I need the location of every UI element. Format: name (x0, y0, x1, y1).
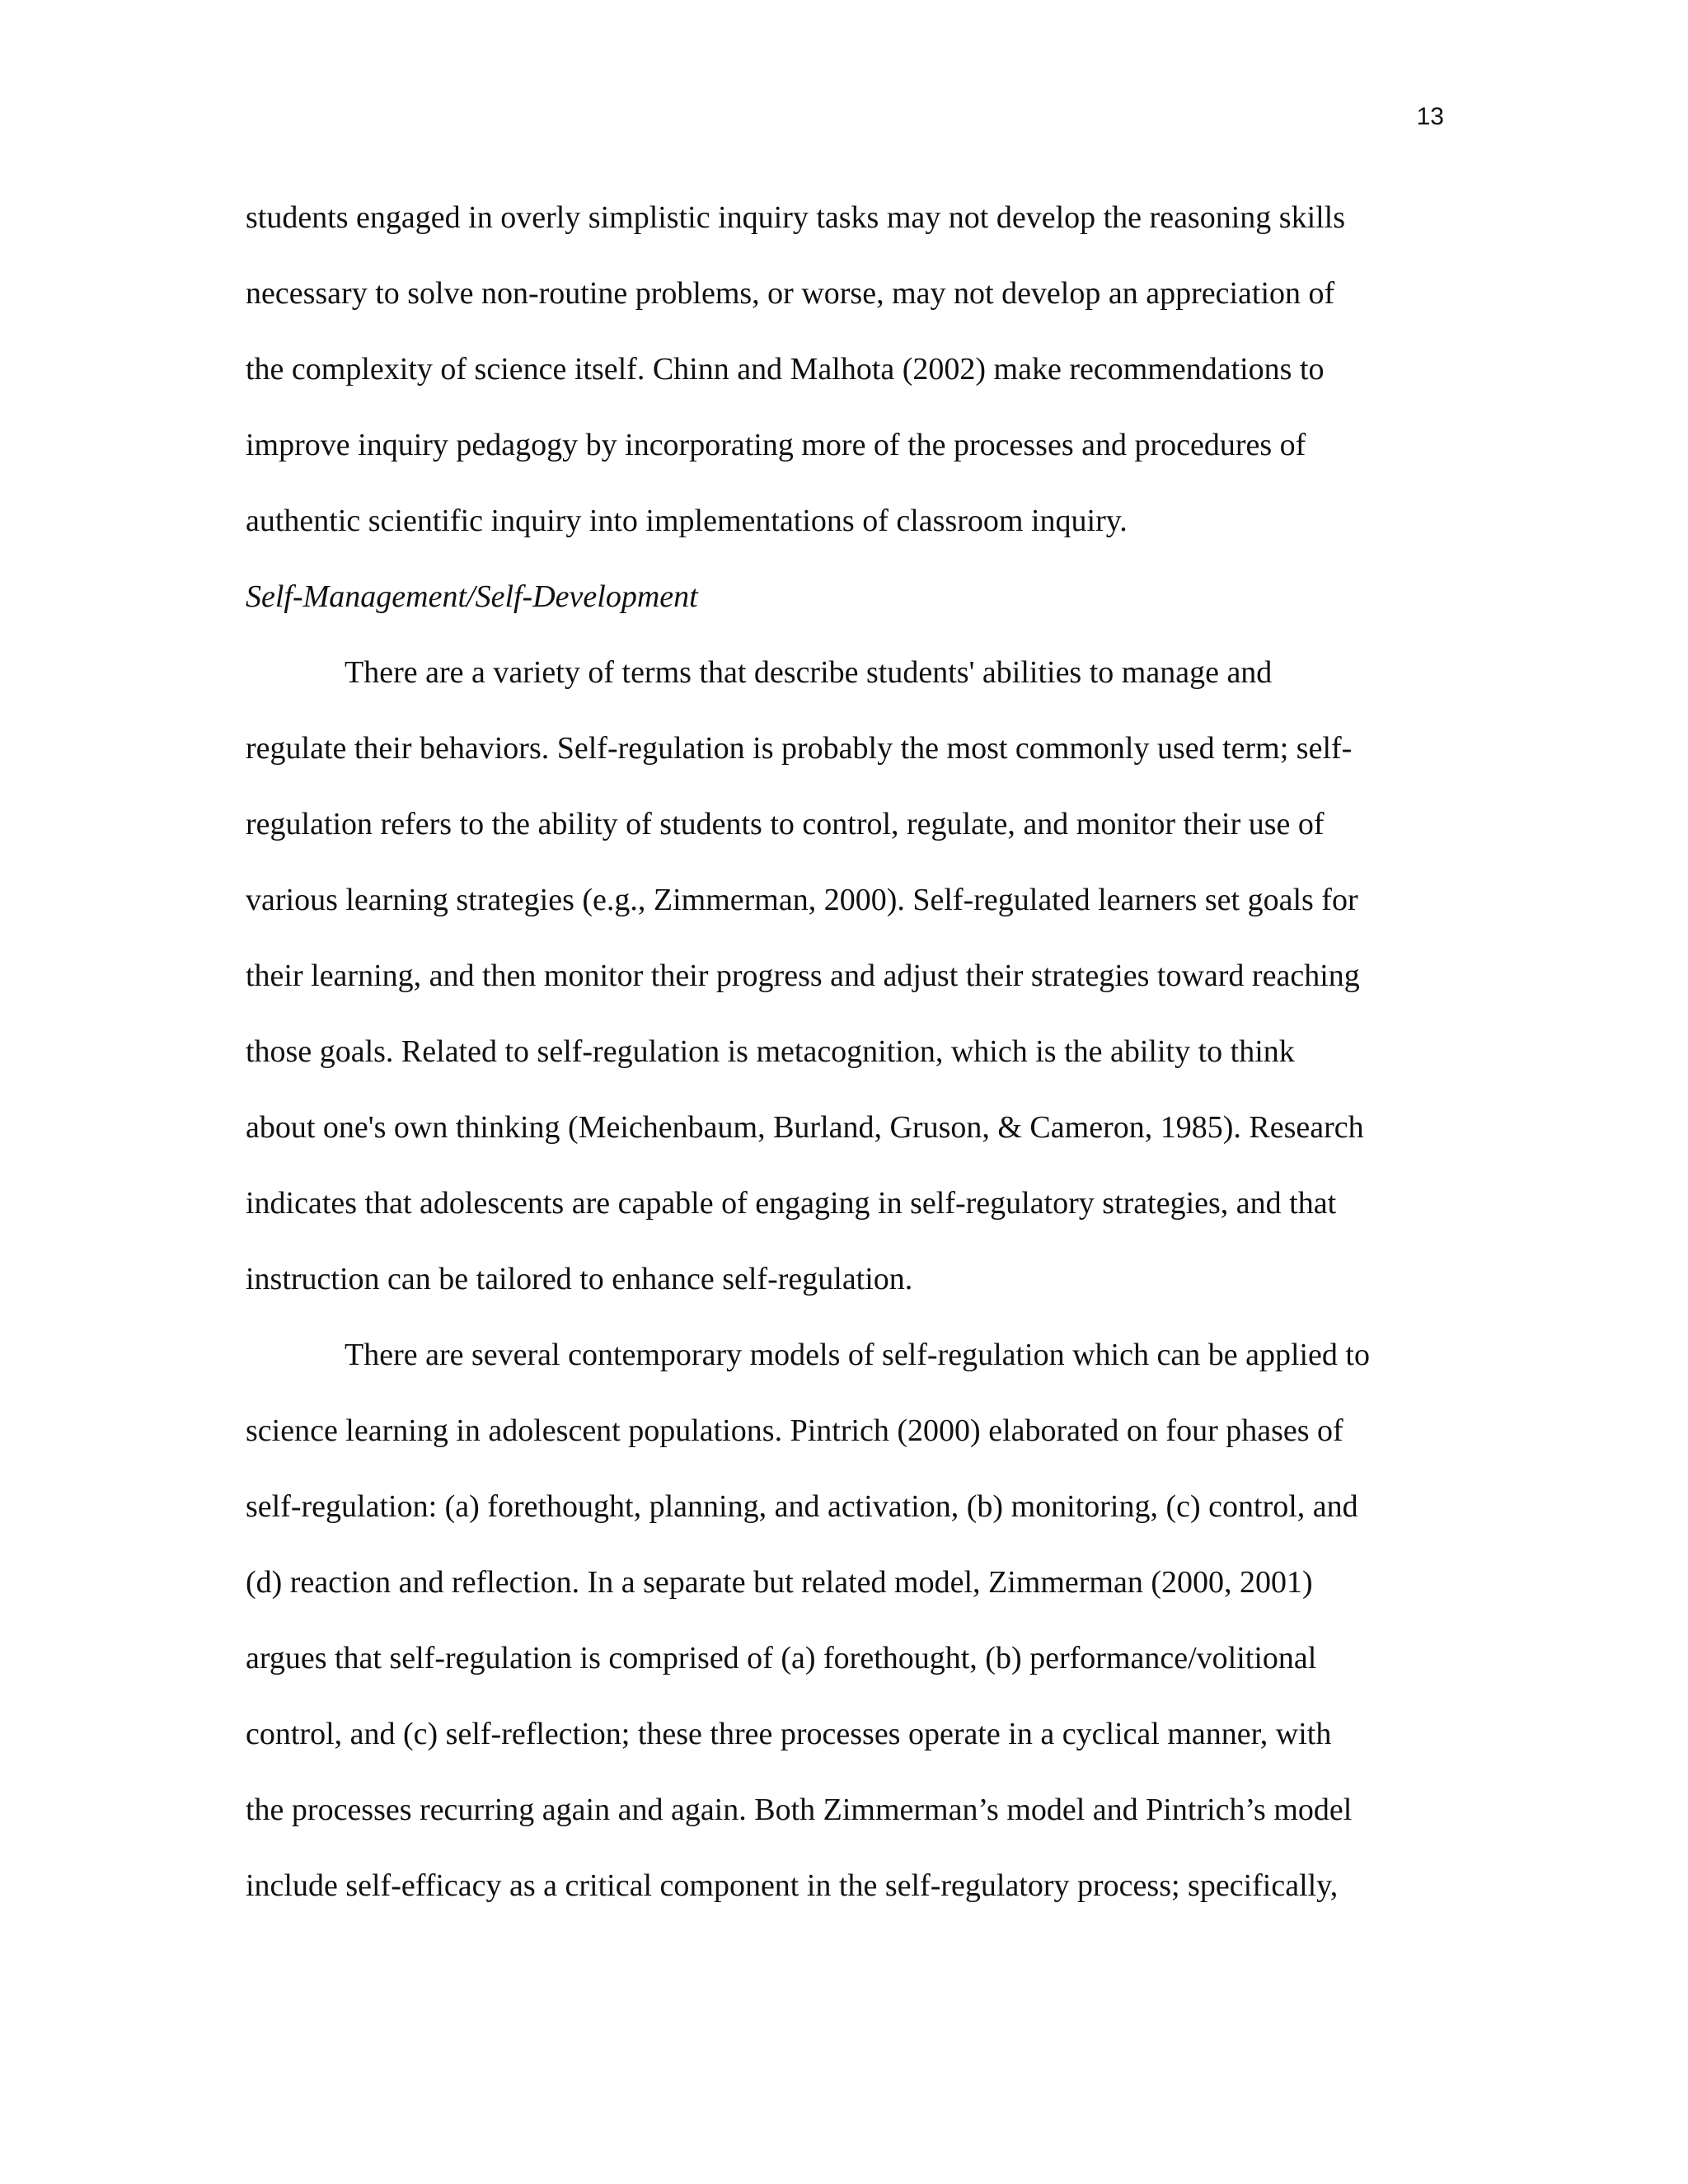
document-body (246, 191, 1432, 1935)
text-line: control, and (c) self-reflection; these three processes operate in a cyclical manner, with (246, 1717, 1332, 1751)
text-line: the complexity of science itself. Chinn and Malhota (2002) make recommendations to (246, 352, 1325, 387)
section-heading: Self-Management/Self-Development (246, 579, 698, 614)
text-line: indicates that adolescents are capable of engaging in self-regulatory strategies, and that (246, 1186, 1337, 1221)
text-line: self-regulation: (a) forethought, planning, and activation, (b) monitoring, (c) control, and (246, 1489, 1358, 1524)
paragraph-first-line: There are a variety of terms that describe students' abilities to manage and (345, 655, 1273, 690)
text-line: the processes recurring again and again. Both Zimmerman’s model and Pintrich’s model (246, 1793, 1353, 1827)
text-line: (d) reaction and reflection. In a separate but related model, Zimmerman (2000, 2001) (246, 1565, 1313, 1600)
text-line: science learning in adolescent populations. Pintrich (2000) elaborated on four phases of (246, 1413, 1343, 1448)
text-line: improve inquiry pedagogy by incorporating more of the processes and procedures of (246, 428, 1306, 462)
text-line: authentic scientific inquiry into implementations of classroom inquiry. (246, 504, 1128, 538)
text-line: instruction can be tailored to enhance self-regulation. (246, 1262, 913, 1296)
text-line: regulate their behaviors. Self-regulation is probably the most commonly used term; self- (246, 731, 1353, 766)
page-number: 13 (1416, 103, 1444, 130)
text-line: regulation refers to the ability of students to control, regulate, and monitor their use of (246, 807, 1325, 841)
text-line: their learning, and then monitor their progress and adjust their strategies toward reaching (246, 958, 1360, 993)
text-line: necessary to solve non-routine problems, or worse, may not develop an appreciation of (246, 276, 1335, 311)
paragraph-first-line: There are several contemporary models of self-regulation which can be applied to (345, 1338, 1370, 1372)
text-line: students engaged in overly simplistic inquiry tasks may not develop the reasoning skills (246, 200, 1346, 235)
text-line: argues that self-regulation is comprised of (a) forethought, (b) performance/volitional (246, 1641, 1317, 1675)
text-line: those goals. Related to self-regulation is metacognition, which is the ability to think (246, 1034, 1295, 1069)
text-line: various learning strategies (e.g., Zimmerman, 2000). Self-regulated learners set goals for (246, 883, 1358, 917)
text-line: include self-efficacy as a critical component in the self-regulatory process; specifically, (246, 1868, 1339, 1903)
text-line: about one's own thinking (Meichenbaum, Burland, Gruson, & Cameron, 1985). Research (246, 1110, 1364, 1145)
